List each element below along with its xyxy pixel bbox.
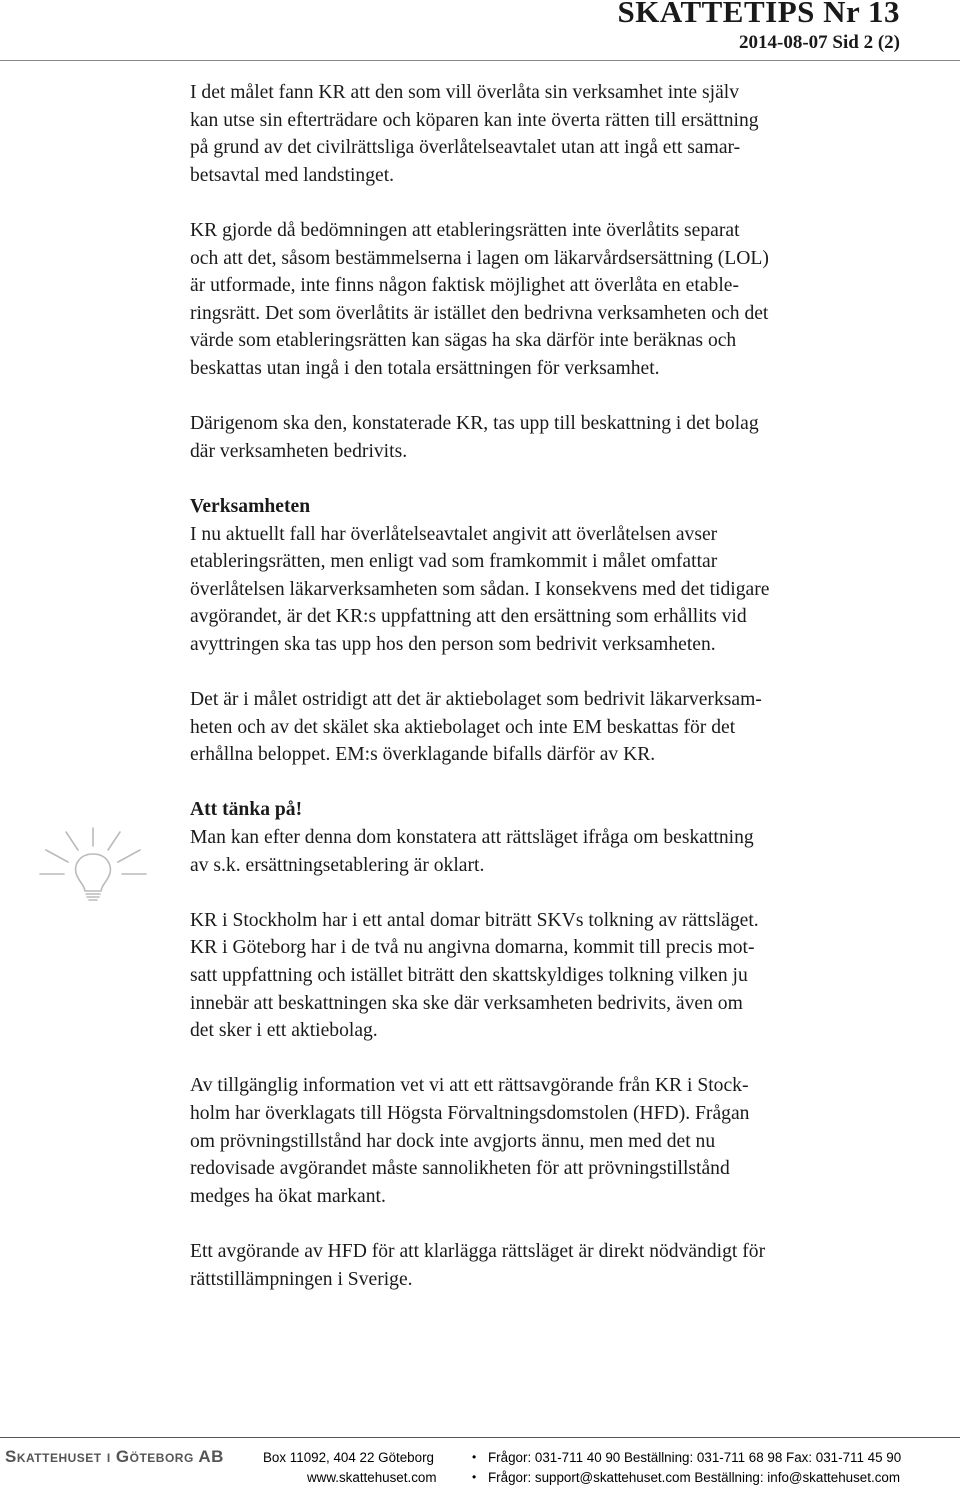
footer-contact-email[interactable]: Frågor: support@skattehuset.com Beställning: info@skattehuset.com <box>488 1470 900 1485</box>
footer-address: Box 11092, 404 22 Göteborg <box>263 1450 434 1465</box>
header-divider <box>0 60 960 61</box>
company-name: Skattehuset i Göteborg AB <box>5 1447 224 1466</box>
bullet-icon: • <box>472 1450 477 1464</box>
paragraph: KR gjorde då bedömningen att etableringsrätten inte överlåtits separat och att det, såsom bestämmelserna i lagen om läkarvårdsersättning (LOL) är utformade, inte finns någon faktisk möjlighet att överlåta en etable- ringsrätt. Det som överlåtits är istället den bedrivna verksamheten och det värde som etableringsrätten kan sägas ha ska därför inte beräknas och beskattas utan ingå i den totala ersättningen för verksamhet. <box>190 219 769 379</box>
newsletter-title: SKATTETIPS Nr 13 <box>617 0 900 29</box>
section-att-tanka-pa <box>190 796 890 879</box>
paragraph: I det målet fann KR att den som vill överlåta sin verksamhet inte själv kan utse sin efterträdare och köparen kan inte överta rätten till ersättning på grund av det civilrättsliga överlåtelseavtalet utan att ingå ett samar- betsavtal med landstinget. <box>190 82 759 186</box>
paragraph: Ett avgörande av HFD för att klarlägga rättsläget är direkt nödvändigt för rättstillämpningen i Sverige. <box>190 1240 766 1290</box>
date-and-page: 2014-08-07 Sid 2 (2) <box>739 32 900 53</box>
page-footer <box>0 1444 960 1489</box>
section-text: I nu aktuellt fall har överlåtelseavtalet angivit att överlåtelsen avser etableringsrätten, men enligt vad som framkommit i målet omfattar överlåtelsen läkarverksamheten som sådan. I konsekvens med det tidigare avgörandet, är det KR:s uppfattning att den ersättning som erhållits vid avyttringen ska tas upp hos den person som bedrivit verksamheten. <box>190 523 770 655</box>
paragraph: Av tillgänglig information vet vi att ett rättsavgörande från KR i Stock- holm har överklagats till Högsta Förvaltningsdomstolen (HFD). Frågan om prövningstillstånd har dock inte avgjorts ännu, men med det nu redovisade avgörandet måste sannolikheten för att prövningstillstånd medges ha ökat markant. <box>190 1075 750 1207</box>
paragraph: Därigenom ska den, konstaterade KR, tas upp till beskattning i det bolag där verksamheten bedrivits. <box>190 413 759 462</box>
paragraph: KR i Stockholm har i ett antal domar biträtt SKVs tolkning av rättsläget. KR i Göteborg har i de två nu angivna domarna, kommit till precis mot- satt uppfattning och istället biträtt den skattskyldiges tolkning vilken ju innebär att beskattningen ska ske där verksamheten bedrivits, även om det sker i ett aktiebolag. <box>190 909 759 1042</box>
paragraph: Det är i målet ostridigt att det är aktiebolaget som bedrivit läkarverksam- heten och av det skälet ska aktiebolaget och inte EM beskattas för det erhållna beloppet. EM:s överklagande bifalls därför av KR. <box>190 689 762 766</box>
footer-contact-phone: Frågor: 031-711 40 90 Beställning: 031-711 68 98 Fax: 031-711 45 90 <box>488 1450 902 1465</box>
section-verksamheten <box>190 493 890 659</box>
footer-website[interactable]: www.skattehuset.com <box>307 1470 437 1485</box>
section-heading: Verksamheten <box>190 495 311 517</box>
article-body <box>190 79 890 1321</box>
section-heading: Att tänka på! <box>190 799 303 821</box>
lightbulb-icon <box>38 824 148 904</box>
section-text: Man kan efter denna dom konstatera att rättsläget ifråga om beskattning av s.k. ersättningsetablering är oklart. <box>190 827 754 876</box>
footer-divider <box>0 1437 960 1438</box>
bullet-icon: • <box>472 1470 477 1484</box>
